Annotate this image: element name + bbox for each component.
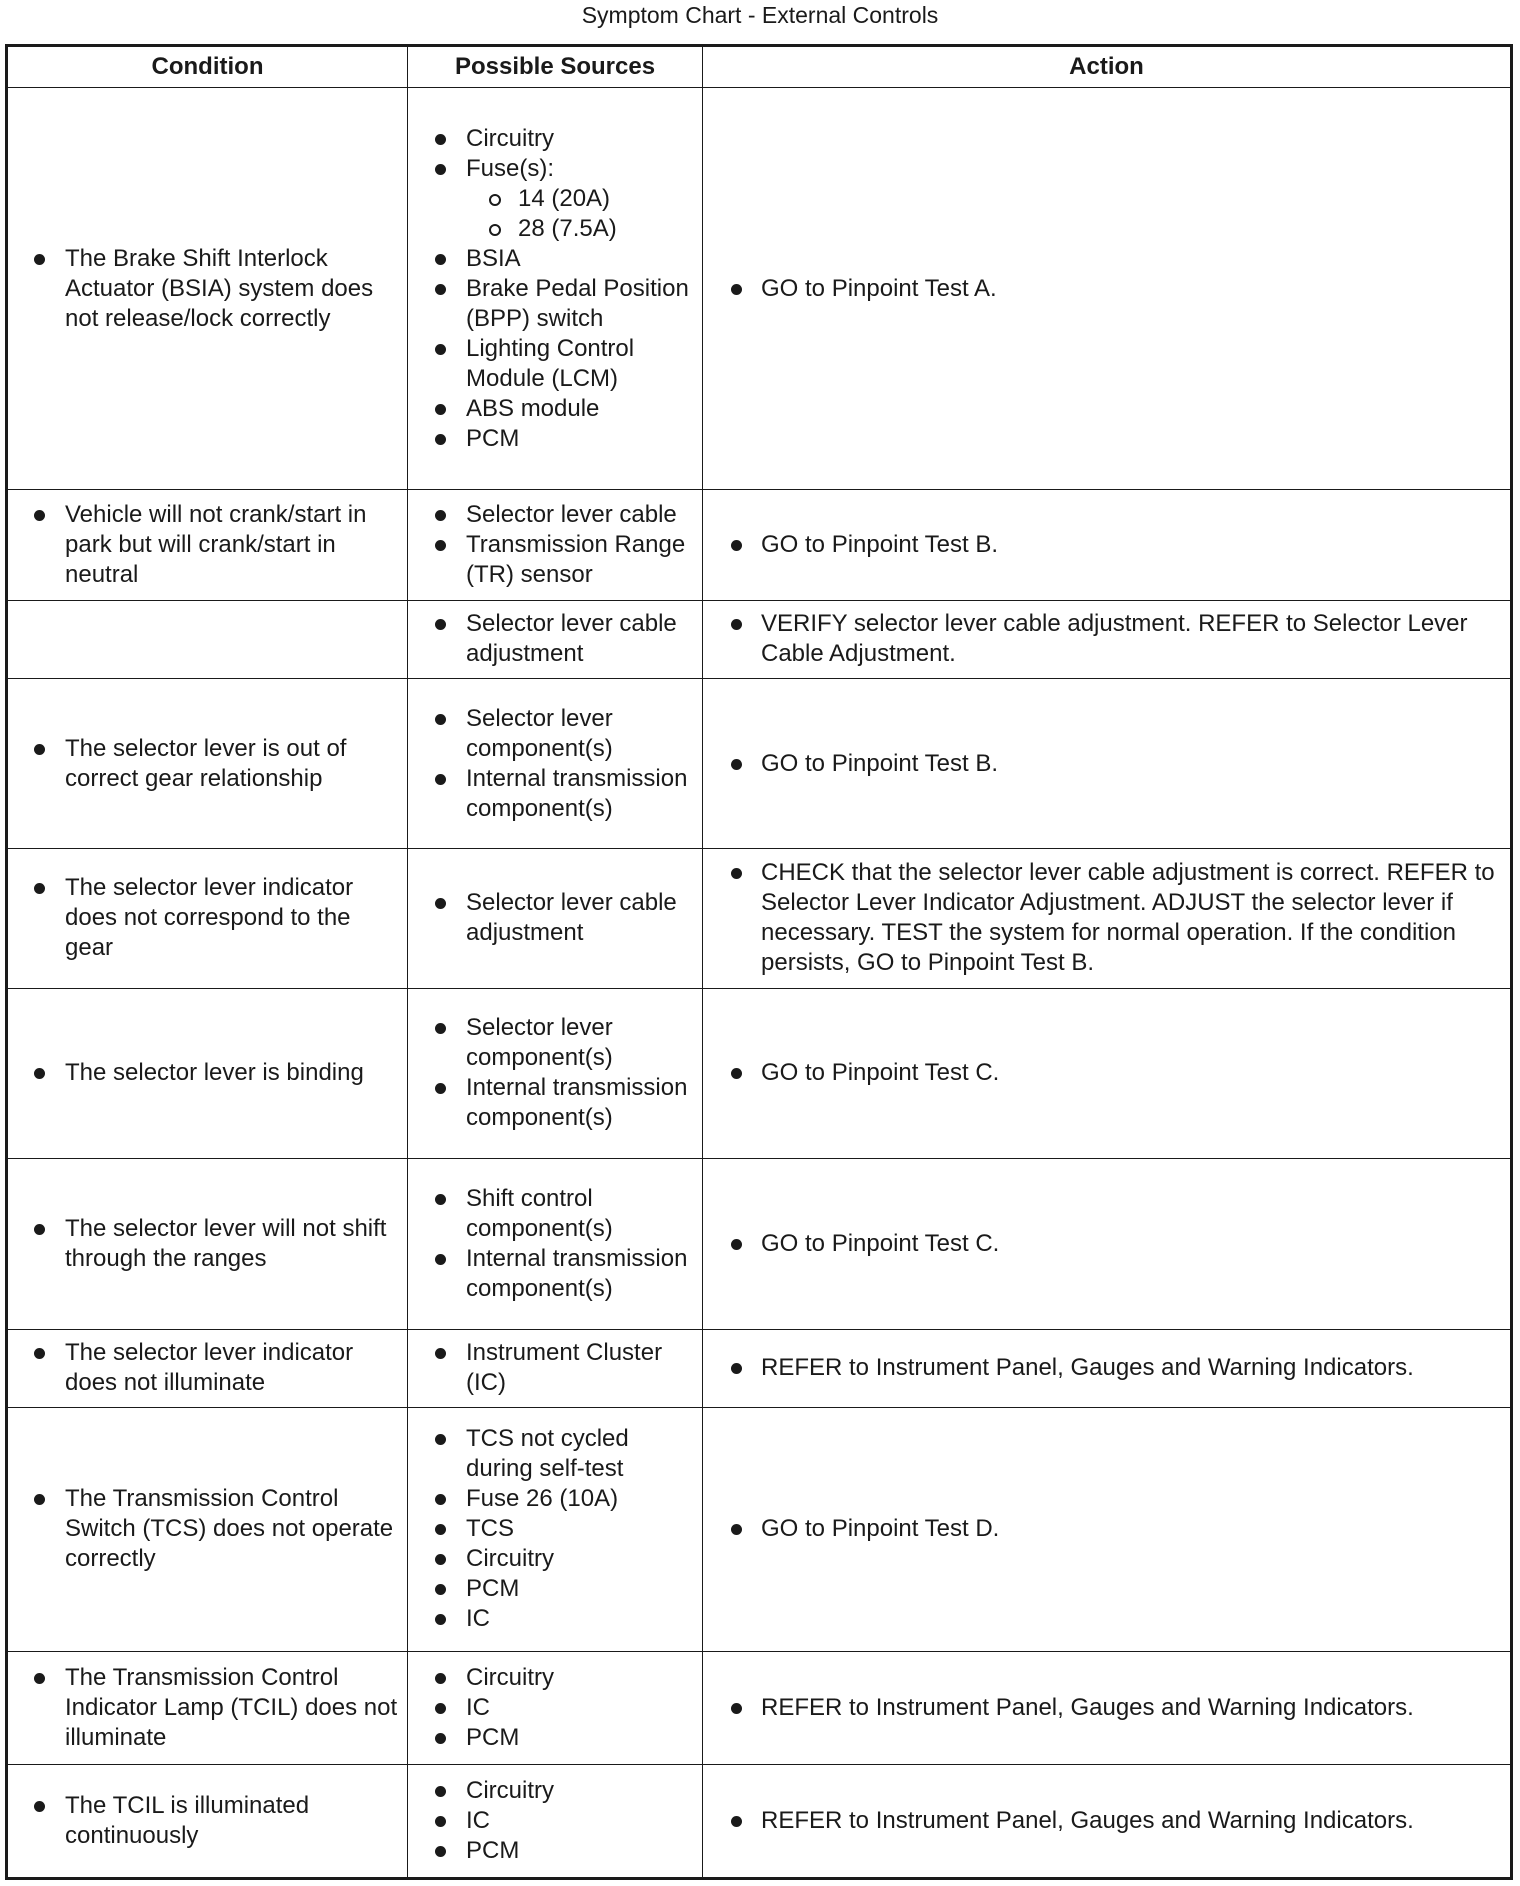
condition-text: The selector lever indicator does not correspond to the gear (8, 873, 401, 963)
source-item (408, 424, 696, 454)
source-text: IC (466, 1693, 490, 1721)
table-body (7, 88, 1512, 1879)
action-cell (703, 1651, 1512, 1765)
condition-text: The selector lever is out of correct gear relationship (8, 734, 401, 794)
source-item (408, 1424, 696, 1484)
condition-text: Vehicle will not crank/start in park but will crank/start in neutral (8, 500, 401, 590)
condition-text: The Transmission Control Switch (TCS) does not operate correctly (8, 1484, 401, 1574)
source-subitem: 14 (20A) (466, 184, 696, 214)
source-item (408, 1184, 696, 1244)
source-item (408, 888, 696, 948)
source-item (408, 124, 696, 154)
action-cell (703, 88, 1512, 490)
source-text: Circuitry (466, 1777, 554, 1805)
sources-cell (408, 1407, 703, 1651)
action-cell (703, 1159, 1512, 1330)
source-item (408, 500, 696, 530)
condition-cell (7, 988, 408, 1159)
table-row (7, 1407, 1512, 1651)
condition-cell (7, 1765, 408, 1879)
table-row (7, 88, 1512, 490)
condition-cell (7, 1651, 408, 1765)
action-text: CHECK that the selector lever cable adjustment is correct. REFER to Selector Lever Indicator Adjustment. ADJUST the selector lever if necessary. TEST the system for normal operation. If the condition persists, GO to Pinpoint Test B. (703, 858, 1504, 978)
source-item (408, 1693, 696, 1723)
action-cell (703, 1765, 1512, 1879)
action-text: GO to Pinpoint Test A. (703, 274, 1504, 304)
source-item (408, 1484, 696, 1514)
source-item (408, 274, 696, 334)
source-text: IC (466, 1605, 490, 1633)
source-text: Shift control component(s) (466, 1184, 613, 1242)
chart-title: Symptom Chart - External Controls (581, 2, 939, 28)
table-row (7, 1651, 1512, 1765)
action-text: GO to Pinpoint Test C. (703, 1058, 1504, 1088)
action-text: REFER to Instrument Panel, Gauges and Warning Indicators. (703, 1353, 1504, 1383)
condition-text: The TCIL is illuminated continuously (8, 1791, 401, 1851)
source-text: BSIA (466, 244, 521, 272)
condition-cell (7, 88, 408, 490)
source-text: Internal transmission component(s) (466, 1074, 688, 1132)
sources-cell (408, 1329, 703, 1407)
source-item (408, 1544, 696, 1574)
source-item (408, 1514, 696, 1544)
source-item (408, 394, 696, 424)
source-item (408, 1836, 696, 1866)
source-text: IC (466, 1807, 490, 1835)
table-row (7, 490, 1512, 601)
header-sources: Possible Sources (408, 46, 703, 88)
source-item (408, 154, 696, 244)
source-text: PCM (466, 1575, 520, 1603)
source-text: Circuitry (466, 124, 554, 152)
source-item (408, 244, 696, 274)
source-text: Circuitry (466, 1545, 554, 1573)
action-cell (703, 1407, 1512, 1651)
action-cell (703, 1329, 1512, 1407)
condition-text: The Brake Shift Interlock Actuator (BSIA) system does not release/lock correctly (8, 244, 401, 334)
source-text: PCM (466, 1837, 520, 1865)
action-text: VERIFY selector lever cable adjustment. REFER to Selector Lever Cable Adjustment. (703, 609, 1504, 669)
source-item (408, 1723, 696, 1753)
source-text: Selector lever cable (466, 500, 677, 528)
source-text: Brake Pedal Position (BPP) switch (466, 274, 689, 332)
table-row (7, 988, 1512, 1159)
source-item (408, 1663, 696, 1693)
condition-cell (7, 1329, 408, 1407)
condition-cell (7, 1159, 408, 1330)
sources-cell (408, 88, 703, 490)
source-text: Internal transmission component(s) (466, 764, 688, 822)
source-item (408, 1806, 696, 1836)
source-text: Fuse 26 (10A) (466, 1485, 619, 1513)
source-item (408, 530, 696, 590)
action-text: GO to Pinpoint Test D. (703, 1514, 1504, 1544)
condition-cell (7, 490, 408, 601)
condition-text: The selector lever will not shift through the ranges (8, 1214, 401, 1274)
source-item (408, 1013, 696, 1073)
condition-text: The selector lever indicator does not illuminate (8, 1338, 401, 1398)
source-text: TCS (466, 1515, 514, 1543)
sources-cell (408, 678, 703, 849)
action-text: REFER to Instrument Panel, Gauges and Warning Indicators. (703, 1806, 1504, 1836)
source-text: TCS not cycled during self-test (466, 1425, 629, 1483)
source-item (408, 1574, 696, 1604)
action-text: REFER to Instrument Panel, Gauges and Warning Indicators. (703, 1693, 1504, 1723)
header-row (7, 46, 1512, 88)
condition-cell (7, 1407, 408, 1651)
sources-cell (408, 849, 703, 988)
source-text: PCM (466, 1723, 520, 1751)
action-cell (703, 678, 1512, 849)
source-text: Instrument Cluster (IC) (466, 1339, 663, 1397)
source-text: Lighting Control Module (LCM) (466, 334, 635, 392)
source-item (408, 1604, 696, 1634)
sources-cell (408, 490, 703, 601)
source-item (408, 1338, 696, 1398)
sources-cell (408, 1651, 703, 1765)
source-text: Transmission Range (TR) sensor (466, 530, 686, 588)
condition-text: The Transmission Control Indicator Lamp (TCIL) does not illuminate (8, 1663, 401, 1753)
source-text: Internal transmission component(s) (466, 1244, 688, 1302)
table-row (7, 849, 1512, 988)
source-subitem: 28 (7.5A) (466, 214, 696, 244)
header-condition: Condition (7, 46, 408, 88)
source-text: Selector lever cable adjustment (466, 889, 677, 947)
action-cell (703, 600, 1512, 678)
action-text: GO to Pinpoint Test B. (703, 530, 1504, 560)
sources-cell (408, 1159, 703, 1330)
sources-cell (408, 988, 703, 1159)
symptom-table (5, 44, 1513, 1880)
source-text: Fuse(s): (466, 154, 555, 182)
table-row (7, 1329, 1512, 1407)
action-cell (703, 988, 1512, 1159)
source-item (408, 1776, 696, 1806)
source-text: PCM (466, 424, 520, 452)
action-cell (703, 849, 1512, 988)
source-text: Selector lever component(s) (466, 704, 613, 762)
condition-cell (7, 678, 408, 849)
source-text: ABS module (466, 394, 600, 422)
source-text: Selector lever component(s) (466, 1014, 613, 1072)
source-item (408, 334, 696, 394)
sources-cell (408, 600, 703, 678)
action-text: GO to Pinpoint Test B. (703, 749, 1504, 779)
header-action: Action (703, 46, 1512, 88)
condition-cell (7, 849, 408, 988)
table-row (7, 678, 1512, 849)
table-row (7, 1765, 1512, 1879)
table-row (7, 1159, 1512, 1330)
source-item (408, 1244, 696, 1304)
source-item (408, 1073, 696, 1133)
source-item (408, 704, 696, 764)
table-row (7, 600, 1512, 678)
source-item (408, 764, 696, 824)
source-text: Selector lever cable adjustment (466, 610, 677, 668)
sources-cell (408, 1765, 703, 1879)
source-item (408, 609, 696, 669)
source-text: Circuitry (466, 1663, 554, 1691)
action-text: GO to Pinpoint Test C. (703, 1229, 1504, 1259)
condition-cell (7, 600, 408, 678)
action-cell (703, 490, 1512, 601)
condition-text: The selector lever is binding (8, 1058, 401, 1088)
